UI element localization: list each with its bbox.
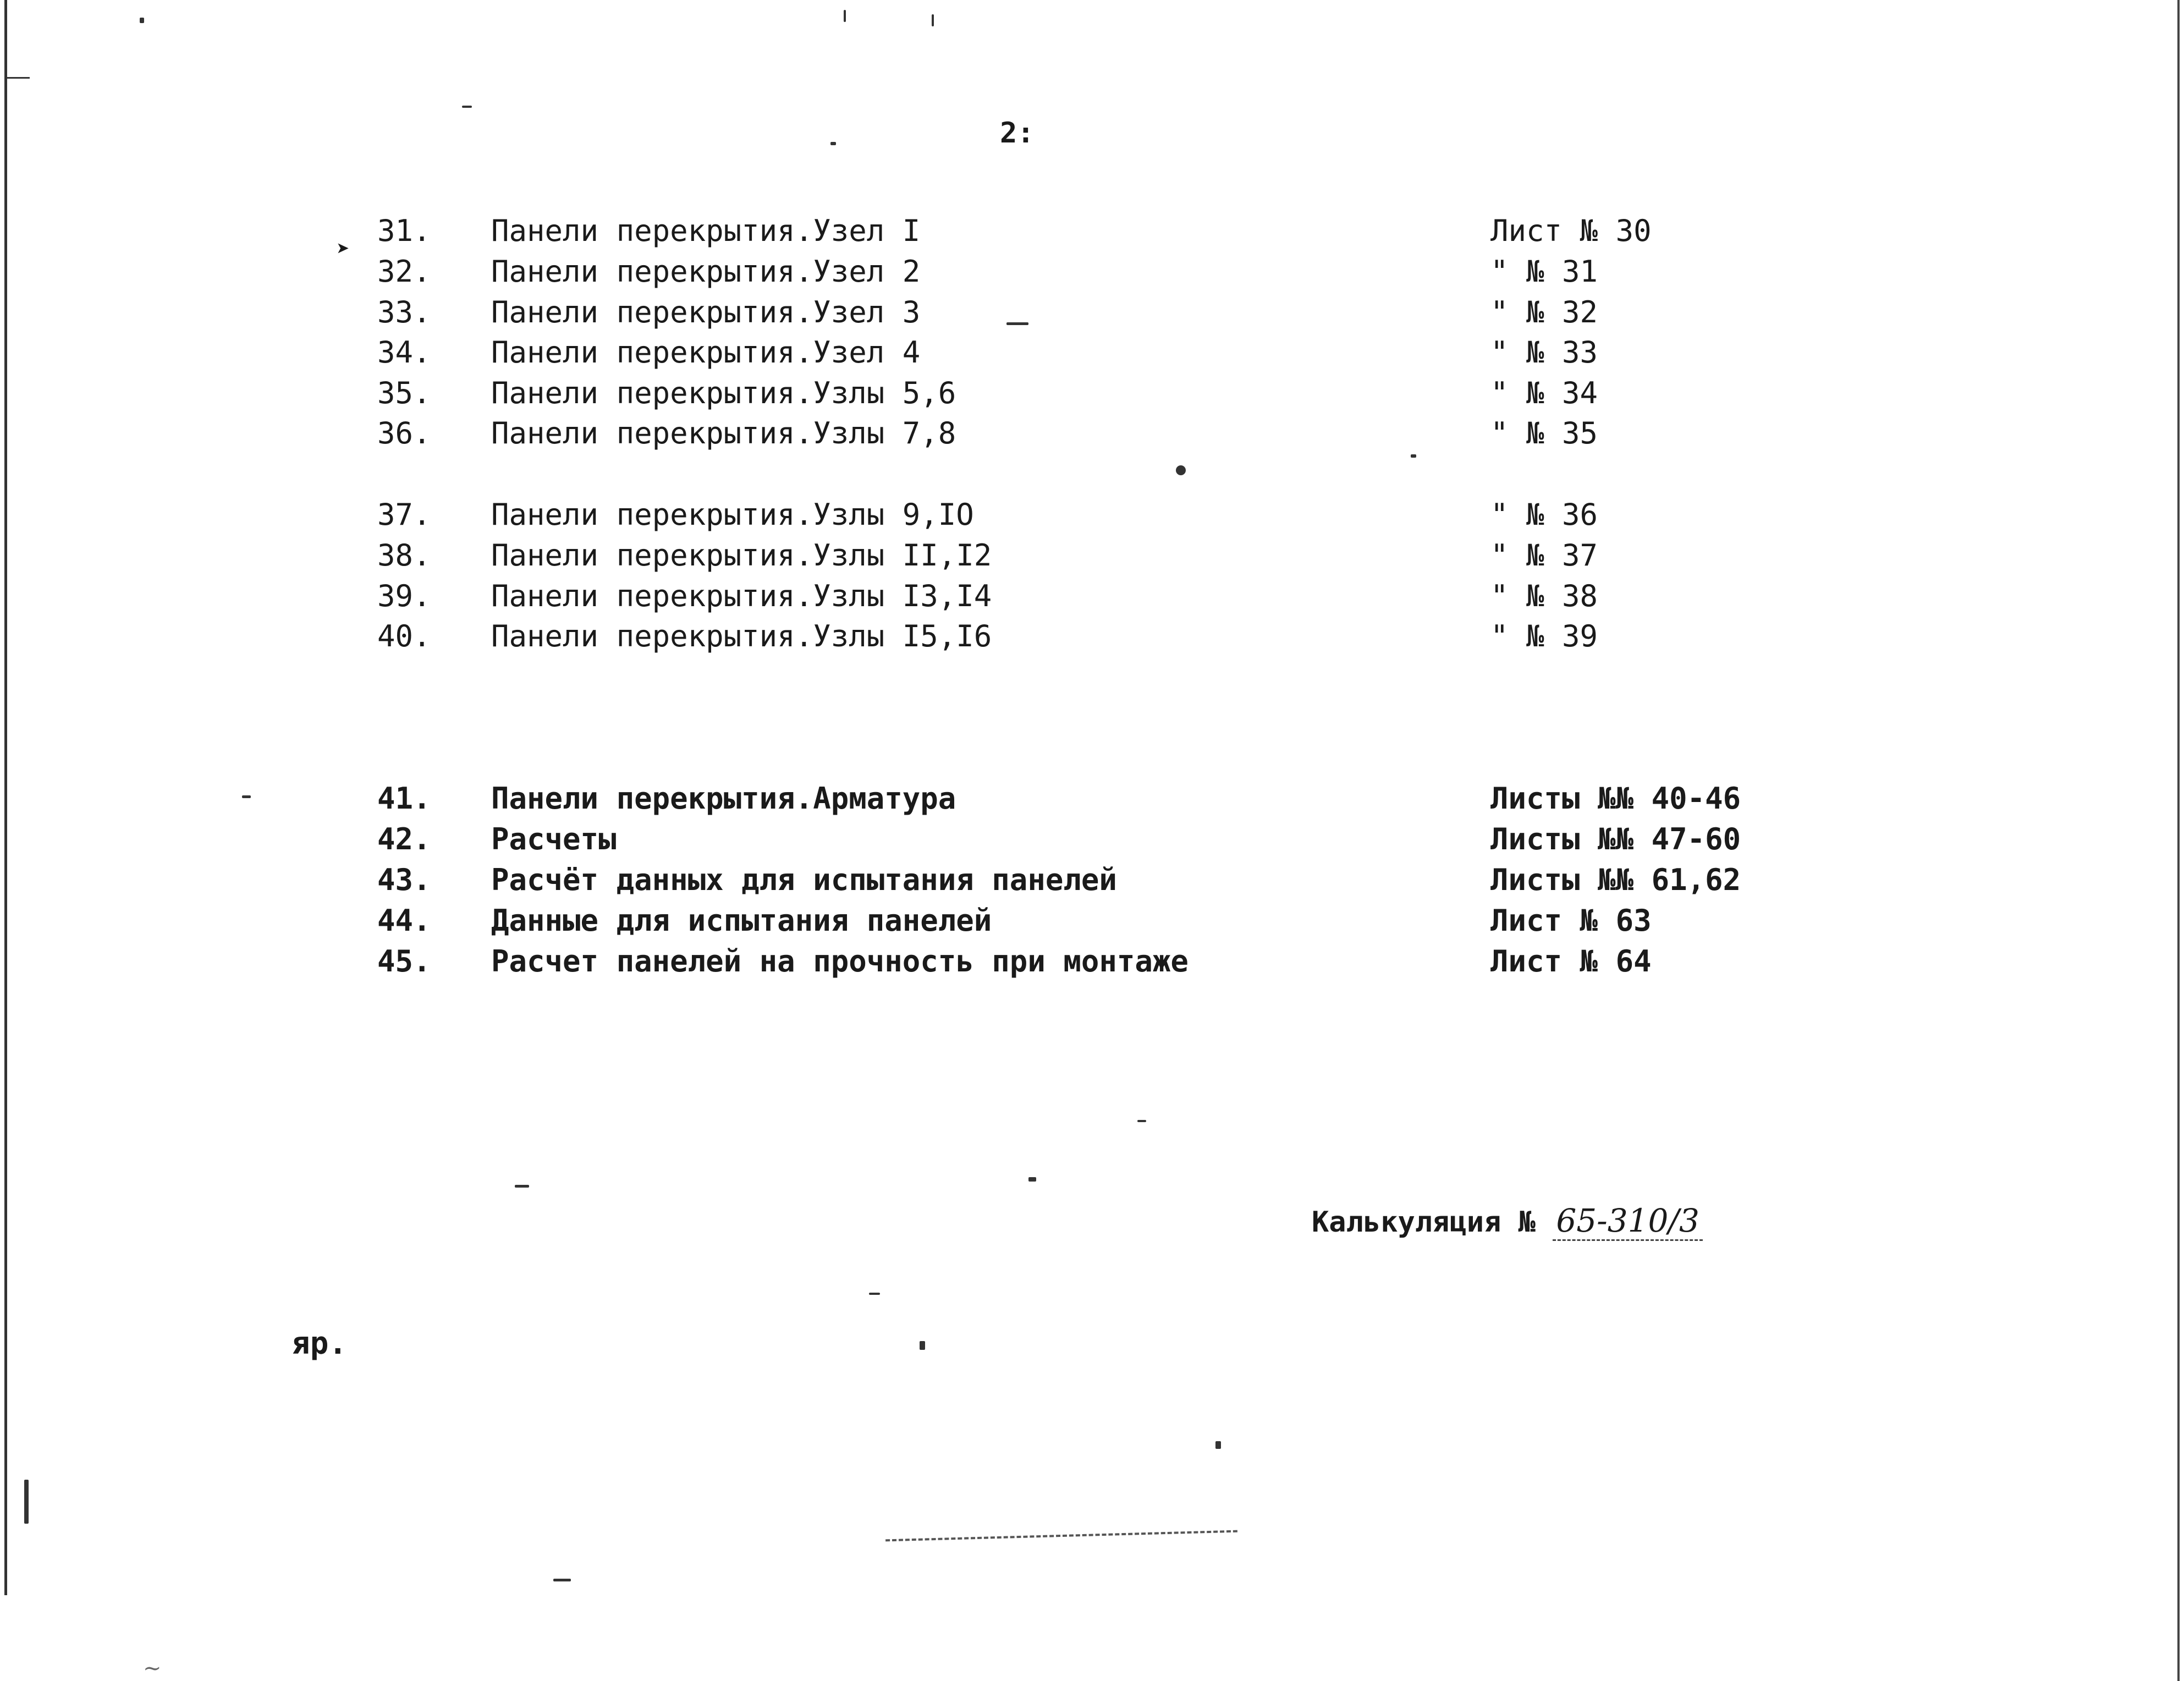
scan-speck [24, 1480, 29, 1524]
toc-row-sheet-ref: " № 36 [1490, 497, 1598, 532]
toc-row-title: Расчет панелей на прочность при монтаже [491, 944, 1189, 979]
toc-row-title: Расчёт данных для испытания панелей [491, 863, 1117, 897]
toc-row-number: 37. [377, 497, 431, 532]
toc-row-number: 43. [377, 863, 431, 897]
toc-row [0, 374, 2184, 413]
toc-row [0, 212, 2184, 250]
toc-row [0, 536, 2184, 575]
toc-row-title: Панели перекрытия.Узел 4 [491, 335, 921, 370]
calculation-label: Калькуляция № [1312, 1206, 1536, 1239]
toc-row-sheet-ref: Лист № 64 [1490, 944, 1652, 979]
toc-row-title: Панели перекрытия.Узлы II,I2 [491, 538, 992, 573]
footer-note: яр. [291, 1326, 348, 1361]
scan-speck [830, 142, 836, 145]
toc-row-title: Панели перекрытия.Узел 2 [491, 254, 921, 289]
dashed-line-mark [885, 1530, 1237, 1542]
toc-row [0, 414, 2184, 453]
scan-speck [1028, 1177, 1036, 1182]
scan-speck [242, 795, 251, 798]
toc-row-number: 39. [377, 579, 431, 613]
toc-row-number: 42. [377, 822, 431, 856]
toc-row-sheet-ref: Лист № 63 [1490, 903, 1652, 938]
toc-row-sheet-ref: Листы №№ 47-60 [1490, 822, 1741, 856]
toc-row-sheet-ref: " № 39 [1490, 619, 1598, 653]
toc-row-title: Панели перекрытия.Узлы 7,8 [491, 416, 956, 451]
toc-row-sheet-ref: " № 33 [1490, 335, 1598, 370]
scan-speck [462, 106, 472, 108]
toc-row-sheet-ref: Лист № 30 [1490, 213, 1652, 248]
scan-speck [1411, 454, 1416, 458]
toc-row-sheet-ref: " № 37 [1490, 538, 1598, 573]
toc-row [0, 658, 2184, 696]
toc-row-number: 33. [377, 295, 431, 329]
toc-row-title: Панели перекрытия.Узлы I3,I4 [491, 579, 992, 613]
page-number: 2: [1000, 117, 1035, 150]
toc-row-title: Панели перекрытия.Узел I [491, 213, 921, 248]
toc-row-title: Данные для испытания панелей [491, 903, 992, 938]
scan-speck [869, 1293, 880, 1295]
toc-row [0, 577, 2184, 616]
toc-row [0, 333, 2184, 372]
toc-row-sheet-ref: Листы №№ 40-46 [1490, 781, 1741, 816]
scan-speck [920, 1341, 925, 1350]
toc-row-title: Панели перекрытия.Арматура [491, 781, 956, 816]
toc-row-number: 35. [377, 376, 431, 410]
archive-mark: ~ [143, 1656, 162, 1681]
scan-speck [515, 1185, 529, 1188]
scan-speck [1137, 1120, 1146, 1122]
toc-row-number: 45. [377, 944, 431, 979]
toc-row [0, 861, 2184, 899]
toc-row-title: Панели перекрытия.Узел 3 [491, 295, 921, 329]
toc-row-title: Панели перекрытия.Узлы 9,IO [491, 497, 974, 532]
toc-row [0, 252, 2184, 291]
toc-row-number: 41. [377, 781, 431, 816]
toc-row-number: 31. [377, 213, 431, 248]
scan-speck [140, 18, 144, 23]
toc-row-number: 32. [377, 254, 431, 289]
toc-row [0, 942, 2184, 981]
toc-row [0, 779, 2184, 818]
toc-row [0, 820, 2184, 859]
toc-row-number: 36. [377, 416, 431, 451]
toc-row-number: 44. [377, 903, 431, 938]
toc-row [0, 293, 2184, 332]
toc-row-title: Панели перекрытия.Узлы I5,I6 [491, 619, 992, 653]
toc-row-sheet-ref: " № 32 [1490, 295, 1598, 329]
scan-speck [844, 10, 846, 22]
toc-row-number: 40. [377, 619, 431, 653]
toc-row [0, 699, 2184, 737]
toc-row-title: Расчеты [491, 822, 617, 856]
toc-row [0, 617, 2184, 656]
toc-row-sheet-ref: " № 38 [1490, 579, 1598, 613]
calculation-value: 65-310/3 [1553, 1202, 1703, 1241]
scan-speck [553, 1579, 571, 1581]
toc-row-title: Панели перекрытия.Узлы 5,6 [491, 376, 956, 410]
margin-arrow-icon: ➤ [337, 237, 350, 262]
scan-speck [1176, 465, 1186, 475]
toc-row-sheet-ref: " № 35 [1490, 416, 1598, 451]
toc-row-sheet-ref: " № 34 [1490, 376, 1598, 410]
calculation-number [1312, 1202, 1703, 1239]
toc-row [0, 902, 2184, 940]
scan-speck [1215, 1441, 1221, 1449]
toc-row [0, 496, 2184, 534]
toc-row-sheet-ref: " № 31 [1490, 254, 1598, 289]
scan-speck [932, 14, 934, 26]
toc-row-sheet-ref: Листы №№ 61,62 [1490, 863, 1741, 897]
toc-row-number: 38. [377, 538, 431, 573]
toc-row-number: 34. [377, 335, 431, 370]
scan-edge-tick [5, 77, 30, 79]
scan-speck [1006, 322, 1028, 325]
